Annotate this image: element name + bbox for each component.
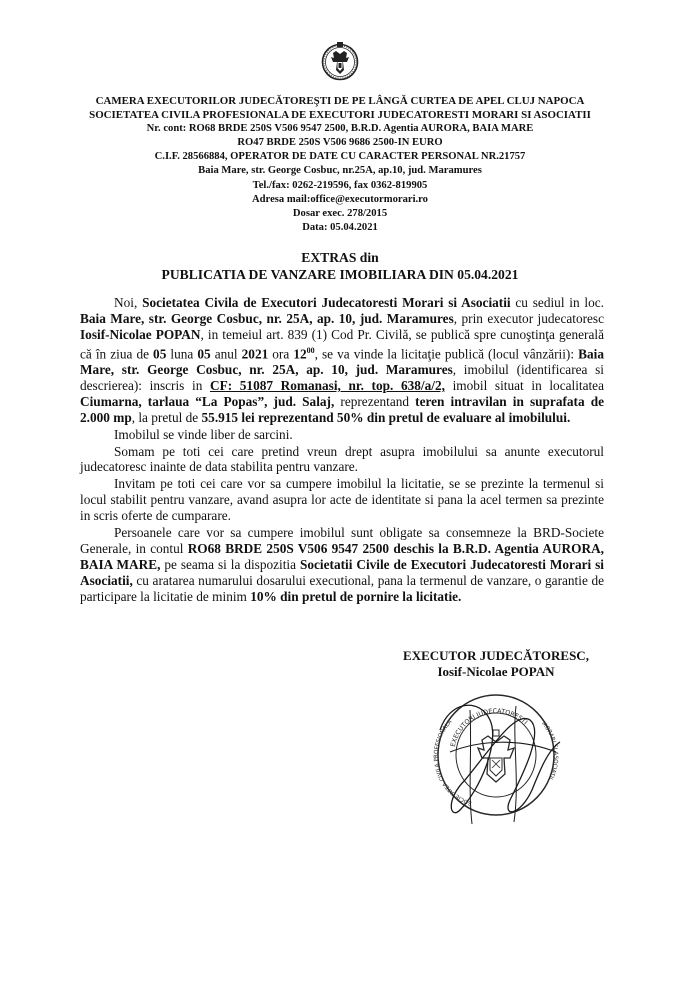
coat-of-arms-emblem: [321, 40, 359, 86]
header-line-account-euro: RO47 BRDE 250S V506 9686 2500-IN EURO: [237, 137, 443, 149]
paragraph-invitation: Invitam pe toti cei care vor sa cumpere imobilul la licitatie, se se prezinte la termenul si locul stabilit pentru vanzare, avand asupra lor acte de identitate si pana la acel termen sa prezinte in scris oferte de cumparare.: [80, 476, 604, 524]
header-line-phone: Tel./fax: 0262-219596, fax 0362-819905: [252, 179, 428, 191]
signature-block: [396, 648, 596, 680]
stamp-ring-left: SOCIETATEA CIVILA PROFESIONALA: [433, 719, 473, 806]
header-line-case-number: Dosar exec. 278/2015: [292, 207, 388, 219]
signature-name: Iosif-Nicolae POPAN: [437, 664, 555, 679]
header-line-date: Data: 05.04.2021: [302, 221, 378, 233]
document-body: [80, 295, 604, 606]
stamp-ring-right: MORARI SI ASOCIATII: [540, 720, 559, 781]
title-line-extract: EXTRAS din: [301, 250, 379, 265]
paragraph-summons: Somam pe toti cei care pretind vreun drept asupra imobilului sa anunte executorul judecatoresc inainte de data stabilita pentru vanzare.: [80, 443, 604, 475]
signature-title: EXECUTOR JUDECĂTORESC,: [403, 648, 589, 663]
stamp-ring-top: EXECUTORI JUDECATORESTI: [448, 706, 530, 748]
paragraph-guarantee: Persoanele care vor sa cumpere imobilul sunt obligate sa consemneze la BRD-Societe Generale, in contul RO68 BRDE 250S V506 9547 2500 deschis la B.R.D. Agentia AURORA, BAIA MARE, pe seama si la dispozitia Societatii Civile de Executori Judecatoresti Morari si Asociatii, cu aratarea numarului dosarului executional, pana la termenul de vanzare, o garantie de participare la licitatie de minim 10% din pretul de pornire la licitatie.: [80, 525, 604, 604]
paragraph-sale-announcement: Noi, Societatea Civila de Executori Judecatoresti Morari si Asociatii cu sediul in loc. Baia Mare, str. George Cosbuc, nr. 25A, ap. 10, jud. Maramures, prin executor judecatoresc Iosif-Nicolae POPAN, in temeiul art. 839 (1) Cod Pr. Civilă, se publică spre cunoştinţa generală că în ziua de 05 luna 05 anul 2021 ora $12^{00}$, se va vinde la licitaţie publică (locul vânzării): Baia Mare, str. George Cosbuc, nr. 25A, ap. 10, jud. Maramures, imobilul (identificarea si descrierea): inscris in CF: 51087 Romanasi, nr. top. 638/a/2, imobil situat in localitatea Ciumarna, tarlaua “La Popas”, jud. Salaj, reprezentand teren intravilan in suprafata de 2.000 mp, la pretul de 55.915 lei reprezentand 50% din pretul de evaluare al imobilului.: [80, 295, 605, 425]
header-line-cif: C.I.F. 28566884, OPERATOR DE DATE CU CARACTER PERSONAL NR.21757: [154, 151, 526, 163]
land-registry-reference: CF: 51087 Romanasi, nr. top. 638/a/2,: [209, 377, 445, 393]
document-header: [60, 94, 620, 235]
handwritten-signature: [420, 690, 570, 830]
header-line-address: Baia Mare, str. George Cosbuc, nr.25A, ap.10, jud. Maramures: [198, 165, 482, 177]
title-line-publication: PUBLICATIA DE VANZARE IMOBILIARA DIN 05.04.2021: [161, 266, 519, 282]
header-line-chamber: CAMERA EXECUTORILOR JUDECĂTOREŞTI DE PE LÂNGĂ CURTEA DE APEL CLUJ NAPOCA: [95, 95, 585, 107]
document-title: [60, 250, 620, 283]
header-line-account-ron: Nr. cont: RO68 BRDE 250S V506 9547 2500, B.R.D. Agentia AURORA, BAIA MARE: [146, 123, 534, 135]
header-line-society: SOCIETATEA CIVILA PROFESIONALA DE EXECUTORI JUDECATORESTI MORARI SI ASOCIATII: [89, 109, 591, 122]
paragraph-free-of-charges: Imobilul se vinde liber de sarcini.: [114, 426, 293, 442]
header-line-email: Adresa mail:office@executormorari.ro: [252, 193, 428, 205]
